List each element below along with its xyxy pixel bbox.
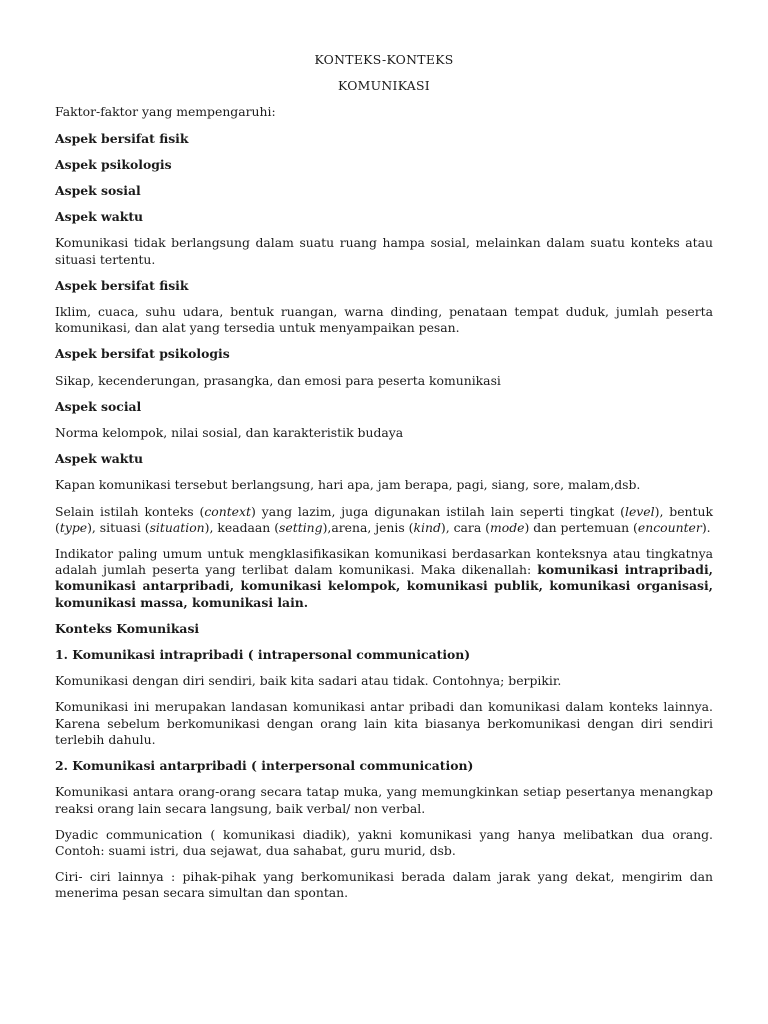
paragraph-inter-2: Dyadic communication ( komunikasi diadik), yakni komunikasi yang hanya melibatkan dua orang. Contoh: suami istri, dua sejawat, dua sahabat, guru murid, dsb. (55, 826, 713, 858)
term-italic: setting (279, 519, 323, 535)
paragraph-indicator (55, 546, 713, 611)
terms-text: Selain istilah konteks ( (55, 503, 205, 519)
heading-social: Aspek social (55, 398, 142, 414)
heading-intrapribadi: 1. Komunikasi intrapribadi ( intrapersonal communication) (55, 647, 471, 663)
intro-text: Faktor-faktor yang mempengaruhi: (55, 104, 276, 120)
factor-item: Aspek psikologis (55, 156, 172, 172)
paragraph-context: Komunikasi tidak berlangsung dalam suatu ruang hampa sosial, melainkan dalam suatu konteks atau situasi tertentu. (55, 235, 713, 267)
heading-psikologis: Aspek bersifat psikologis (55, 346, 230, 362)
terms-text: ), situasi ( (87, 519, 150, 535)
terms-text: ) yang lazim, juga digunakan istilah lain seperti tingkat ( (250, 503, 626, 519)
indicator-text: Indikator paling umum untuk mengklasifikasikan komunikasi berdasarkan konteksnya atau tingkatnya adalah jumlah peserta yang terlibat dalam komunikasi. Maka dikenallah: (55, 546, 713, 578)
paragraph-intra-2: Komunikasi ini merupakan landasan komunikasi antar pribadi dan komunikasi dalam konteks lainnya. Karena sebelum berkomunikasi dengan orang lain kita biasanya berkomunikasi dengan diri sendiri terlebih dahulu. (55, 699, 713, 747)
terms-text: ),arena, jenis ( (322, 519, 414, 535)
title-line-2: KOMUNIKASI (337, 78, 431, 94)
indicator-bold-list: komunikasi intrapribadi, komunikasi antarpribadi, komunikasi kelompok, komunikasi publik, komunikasi organisasi, komunikasi massa, komunikasi lain. (55, 562, 713, 610)
terms-text: ). (701, 519, 711, 535)
paragraph-intra-1: Komunikasi dengan diri sendiri, baik kita sadari atau tidak. Contohnya; berpikir. (55, 673, 562, 689)
heading-waktu: Aspek waktu (55, 451, 144, 467)
term-italic: level (625, 503, 655, 519)
paragraph-inter-1: Komunikasi antara orang-orang secara tatap muka, yang memungkinkan setiap pesertanya menangkap reaksi orang lain secara langsung, baik verbal/ non verbal. (55, 784, 713, 816)
factor-item: Aspek sosial (55, 183, 141, 199)
terms-text: ), keadaan ( (204, 519, 280, 535)
paragraph-waktu: Kapan komunikasi tersebut berlangsung, hari apa, jam berapa, pagi, siang, sore, malam,dsb. (55, 477, 641, 493)
paragraph-social: Norma kelompok, nilai sosial, dan karakteristik budaya (55, 425, 404, 441)
terms-text: ), cara ( (440, 519, 491, 535)
paragraph-terms (55, 504, 713, 536)
heading-konteks-komunikasi: Konteks Komunikasi (55, 620, 200, 636)
term-italic: type (59, 519, 88, 535)
factor-item: Aspek waktu (55, 209, 144, 225)
paragraph-inter-3: Ciri- ciri lainnya : pihak-pihak yang berkomunikasi berada dalam jarak yang dekat, mengirim dan menerima pesan secara simultan dan spontan. (55, 869, 713, 901)
heading-fisik: Aspek bersifat fisik (55, 277, 189, 293)
term-italic: situation (149, 519, 205, 535)
factor-item: Aspek bersifat fisik (55, 130, 189, 146)
heading-antarpribadi: 2. Komunikasi antarpribadi ( interpersonal communication) (55, 758, 474, 774)
term-italic: context (204, 503, 251, 519)
term-italic: encounter (637, 519, 702, 535)
term-italic: kind (413, 519, 441, 535)
paragraph-fisik: Iklim, cuaca, suhu udara, bentuk ruangan, warna dinding, penataan tempat duduk, jumlah peserta komunikasi, dan alat yang tersedia untuk menyampaikan pesan. (55, 304, 713, 336)
terms-text: ) dan pertemuan ( (524, 519, 638, 535)
term-italic: mode (490, 519, 525, 535)
terms-text: ), bentuk ( (55, 503, 713, 535)
title-line-1: KONTEKS-KONTEKS (314, 52, 454, 67)
paragraph-psikologis: Sikap, kecenderungan, prasangka, dan emosi para peserta komunikasi (55, 372, 501, 388)
